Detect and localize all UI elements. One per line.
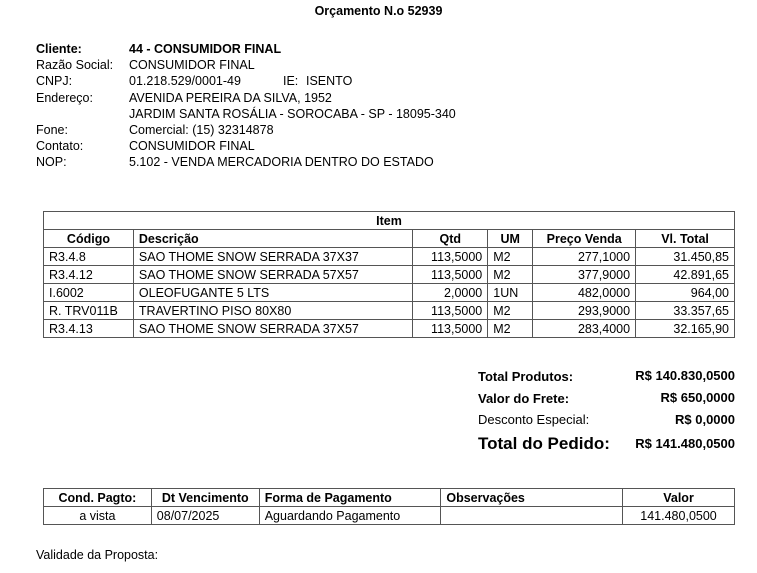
column-header-dt-vencimento: Dt Vencimento [151,489,259,507]
cell-qtd: 113,5000 [413,302,488,320]
table-row [44,248,735,266]
column-header-um: UM [488,230,533,248]
column-header-codigo: Código [44,230,134,248]
total-produtos-label: Total Produtos: [478,369,574,384]
cell-codigo: R3.4.8 [44,248,134,266]
ie-value: ISENTO [306,74,353,88]
total-pedido-value: R$ 141.480,0500 [635,436,735,451]
cell-valor: 141.480,0500 [623,507,735,525]
contato-label: Contato: [36,139,84,153]
contato-value: CONSUMIDOR FINAL [129,139,255,153]
cell-vl-total: 31.450,85 [636,248,735,266]
table-row [44,284,735,302]
validade-proposta-label: Validade da Proposta: [36,548,159,562]
cell-descricao: TRAVERTINO PISO 80X80 [133,302,412,320]
document-title: Orçamento N.o 52939 [314,4,443,18]
cell-um: M2 [488,248,533,266]
desconto-especial-value: R$ 0,0000 [675,412,735,427]
column-header-valor: Valor [623,489,735,507]
table-row [44,320,735,338]
cell-dt-vencimento: 08/07/2025 [151,507,259,525]
items-table [43,211,735,338]
razao-social-value: CONSUMIDOR FINAL [129,58,255,72]
column-header-cond-pagto: Cond. Pagto: [44,489,152,507]
endereco-line1: AVENIDA PEREIRA DA SILVA, 1952 [129,91,332,105]
cliente-label: Cliente: [36,42,82,56]
cell-preco-venda: 293,9000 [533,302,636,320]
cell-preco-venda: 277,1000 [533,248,636,266]
items-column-header-row [44,230,735,248]
cell-forma-pagamento: Aguardando Pagamento [259,507,441,525]
cell-codigo: R. TRV011B [44,302,134,320]
valor-frete-label: Valor do Frete: [478,391,570,406]
nop-value: 5.102 - VENDA MERCADORIA DENTRO DO ESTADO [129,155,434,169]
cell-descricao: OLEOFUGANTE 5 LTS [133,284,412,302]
ie-label: IE: [283,74,299,88]
total-pedido-label: Total do Pedido: [478,434,610,453]
endereco-label: Endereço: [36,91,93,105]
cell-descricao: SAO THOME SNOW SERRADA 57X57 [133,266,412,284]
cell-preco-venda: 482,0000 [533,284,636,302]
cell-vl-total: 33.357,65 [636,302,735,320]
cell-descricao: SAO THOME SNOW SERRADA 37X37 [133,248,412,266]
cell-um: M2 [488,320,533,338]
cell-um: 1UN [488,284,533,302]
table-row [44,507,735,525]
payment-table [43,488,735,525]
cell-qtd: 113,5000 [413,320,488,338]
cell-um: M2 [488,266,533,284]
cell-vl-total: 32.165,90 [636,320,735,338]
fone-label: Fone: [36,123,68,137]
cnpj-label: CNPJ: [36,74,73,88]
table-row [44,302,735,320]
total-produtos-value: R$ 140.830,0500 [635,368,735,383]
cell-observacoes [441,507,623,525]
cnpj-value: 01.218.529/0001-49 [129,74,241,88]
column-header-qtd: Qtd [413,230,488,248]
cliente-value: 44 - CONSUMIDOR FINAL [129,42,282,56]
table-row [44,266,735,284]
cell-um: M2 [488,302,533,320]
cell-vl-total: 42.891,65 [636,266,735,284]
cell-cond-pagto: a vista [44,507,152,525]
cell-codigo: R3.4.13 [44,320,134,338]
desconto-especial-label: Desconto Especial: [478,412,590,427]
payment-header-row [44,489,735,507]
column-header-preco-venda: Preço Venda [533,230,636,248]
column-header-vl-total: Vl. Total [636,230,735,248]
cell-vl-total: 964,00 [636,284,735,302]
valor-frete-value: R$ 650,0000 [660,390,735,405]
razao-social-label: Razão Social: [36,58,114,72]
fone-value: Comercial: (15) 32314878 [129,123,274,137]
cell-qtd: 2,0000 [413,284,488,302]
cell-preco-venda: 283,4000 [533,320,636,338]
cell-qtd: 113,5000 [413,266,488,284]
column-header-forma-pagamento: Forma de Pagamento [259,489,441,507]
column-header-observacoes: Observações [441,489,623,507]
cell-codigo: I.6002 [44,284,134,302]
nop-label: NOP: [36,155,67,169]
endereco-line2: JARDIM SANTA ROSÁLIA - SOROCABA - SP - 18095-340 [129,107,456,121]
column-header-descricao: Descrição [133,230,412,248]
cell-preco-venda: 377,9000 [533,266,636,284]
cell-descricao: SAO THOME SNOW SERRADA 37X57 [133,320,412,338]
cell-codigo: R3.4.12 [44,266,134,284]
items-section-header-row [44,212,735,230]
cell-qtd: 113,5000 [413,248,488,266]
items-section-title: Item [44,212,735,230]
